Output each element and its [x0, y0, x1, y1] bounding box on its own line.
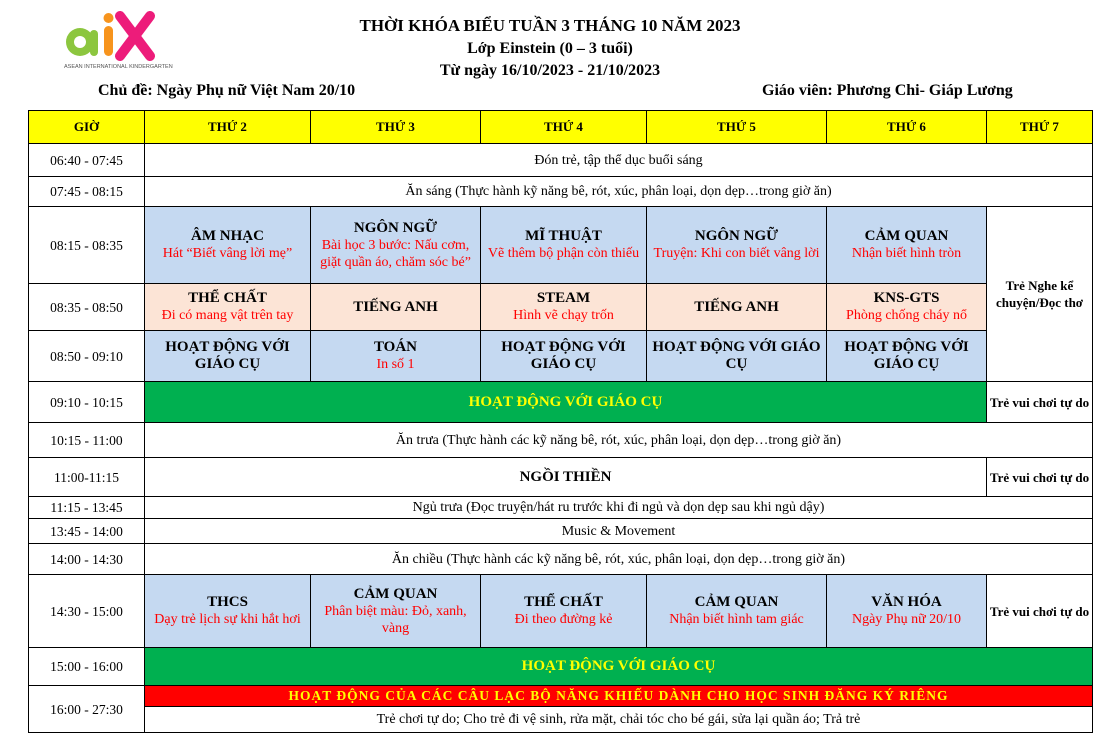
saturday-cell: Trẻ Nghe kể chuyện/Đọc thơ: [987, 207, 1093, 382]
time-cell: 10:15 - 11:00: [29, 423, 145, 458]
activity-label: Truyện: Khi con biết vâng lời: [653, 246, 820, 261]
lesson-cell: [827, 207, 987, 284]
table-row: [29, 458, 1093, 497]
class-name: Lớp Einstein (0 – 3 tuổi): [467, 40, 633, 57]
lesson-cell: [827, 331, 987, 382]
time-cell: 15:00 - 16:00: [29, 648, 145, 686]
col-header-sat: THỨ 7: [987, 111, 1093, 144]
lesson-cell: [827, 575, 987, 648]
lesson-cell: [481, 284, 647, 331]
subject-label: THCS: [207, 594, 248, 610]
activity-label: Phòng chống cháy nổ: [846, 308, 967, 323]
lesson-cell: [647, 575, 827, 648]
subject-label: CẢM QUAN: [353, 585, 438, 602]
activity-label: Vẽ thêm bộ phận còn thiếu: [487, 246, 640, 261]
timetable: [28, 110, 1093, 733]
lesson-cell: [145, 331, 311, 382]
subject-label: STEAM: [536, 290, 591, 306]
col-header-fri: THỨ 6: [827, 111, 987, 144]
teacher-label: Giáo viên: Phương Chi- Giáp Lương: [762, 82, 1013, 99]
logo-caption: ASEAN INTERNATIONAL KINDERGARTEN: [64, 64, 173, 70]
col-header-tue: THỨ 3: [311, 111, 481, 144]
lesson-cell: [481, 331, 647, 382]
lesson-cell: [311, 207, 481, 284]
saturday-cell: Trẻ vui chơi tự do: [987, 382, 1093, 423]
lesson-cell: [311, 575, 481, 648]
activity-label: Hát “Biết vâng lời mẹ”: [162, 246, 293, 261]
lesson-cell: [647, 331, 827, 382]
time-cell: 11:15 - 13:45: [29, 497, 145, 519]
col-header-mon: THỨ 2: [145, 111, 311, 144]
subject-label: THỂ CHẤT: [188, 290, 267, 306]
subject-label: NGÔN NGỮ: [694, 228, 779, 244]
subject-label: MĨ THUẬT: [525, 228, 602, 244]
activity-label: Đi có mang vật trên tay: [161, 308, 294, 323]
time-cell: 09:10 - 10:15: [29, 382, 145, 423]
table-row: [29, 686, 1093, 707]
lesson-cell: [145, 575, 311, 648]
activity-label: Hình vẽ chạy trốn: [513, 308, 614, 323]
activity-banner: HOẠT ĐỘNG VỚI GIÁO CỤ: [145, 382, 987, 423]
activity-label: Dạy trẻ lịch sự khi hắt hơi: [154, 612, 301, 627]
time-cell: 06:40 - 07:45: [29, 144, 145, 177]
table-row: [29, 144, 1093, 177]
lesson-cell: [145, 284, 311, 331]
table-row: [29, 177, 1093, 207]
saturday-cell: Trẻ vui chơi tự do: [987, 458, 1093, 497]
subject-label: HOẠT ĐỘNG VỚI GIÁO CỤ: [165, 339, 290, 372]
activity-label: Bài học 3 bước: Nấu cơm, giặt quần áo, chăm sóc bé”: [320, 237, 471, 270]
full-row-cell: Ăn sáng (Thực hành kỹ năng bê, rót, xúc, phân loại, dọn dẹp…trong giờ ăn): [145, 177, 1093, 207]
subject-label: NGÔN NGỮ: [353, 219, 438, 236]
subject-label: ÂM NHẠC: [191, 228, 264, 244]
table-row: [29, 707, 1093, 733]
full-row-cell: Ăn trưa (Thực hành các kỹ năng bê, rót, xúc, phân loại, dọn dẹp…trong giờ ăn): [145, 423, 1093, 458]
subject-label: THỂ CHẤT: [524, 594, 603, 610]
club-banner: HOẠT ĐỘNG CỦA CÁC CÂU LẠC BỘ NĂNG KHIẾU DÀNH CHO HỌC SINH ĐĂNG KÝ RIÊNG: [145, 686, 1093, 707]
lesson-cell: [827, 284, 987, 331]
lesson-cell: [647, 207, 827, 284]
full-row-cell: Ăn chiều (Thực hành các kỹ năng bê, rót, xúc, phân loại, dọn dẹp…trong giờ ăn): [145, 544, 1093, 575]
table-row: [29, 207, 1093, 284]
table-row: [29, 544, 1093, 575]
table-row: [29, 648, 1093, 686]
full-row-cell: Trẻ chơi tự do; Cho trẻ đi vệ sinh, rửa mặt, chải tóc cho bé gái, sửa lại quần áo; Trả trẻ: [145, 707, 1093, 733]
lesson-cell: [481, 575, 647, 648]
col-header-wed: THỨ 4: [481, 111, 647, 144]
page-title: THỜI KHÓA BIỂU TUẦN 3 THÁNG 10 NĂM 2023: [359, 16, 741, 35]
activity-label: Nhận biết hình tròn: [851, 246, 962, 261]
subject-label: HOẠT ĐỘNG VỚI GIÁO CỤ: [652, 339, 821, 372]
activity-banner: HOẠT ĐỘNG VỚI GIÁO CỤ: [145, 648, 1093, 686]
full-row-cell: Music & Movement: [145, 519, 1093, 544]
activity-label: Đi theo đường kẻ: [514, 612, 613, 627]
lesson-cell: [311, 331, 481, 382]
lesson-cell: [647, 284, 827, 331]
subject-label: CẢM QUAN: [864, 228, 949, 244]
subject-label: KNS-GTS: [873, 290, 940, 306]
table-row: [29, 575, 1093, 648]
full-row-cell: Ngủ trưa (Đọc truyện/hát ru trước khi đi ngủ và dọn dẹp sau khi ngủ dậy): [145, 497, 1093, 519]
table-row: [29, 497, 1093, 519]
subject-label: CẢM QUAN: [694, 594, 779, 610]
subject-label: TOÁN: [373, 339, 418, 355]
header-row: [29, 111, 1093, 144]
lesson-cell: [481, 207, 647, 284]
subject-label: VĂN HÓA: [871, 594, 942, 610]
activity-label: Ngày Phụ nữ 20/10: [851, 612, 962, 627]
table-row: [29, 331, 1093, 382]
full-row-cell: Đón trẻ, tập thể dục buổi sáng: [145, 144, 1093, 177]
subject-label: TIẾNG ANH: [694, 298, 779, 315]
time-cell: 07:45 - 08:15: [29, 177, 145, 207]
time-cell: 14:00 - 14:30: [29, 544, 145, 575]
time-cell: 14:30 - 15:00: [29, 575, 145, 648]
subject-label: HOẠT ĐỘNG VỚI GIÁO CỤ: [844, 339, 969, 372]
time-cell: 08:50 - 09:10: [29, 331, 145, 382]
table-row: [29, 382, 1093, 423]
table-row: [29, 519, 1093, 544]
col-header-thu: THỨ 5: [647, 111, 827, 144]
saturday-cell: Trẻ vui chơi tự do: [987, 575, 1093, 648]
meditation-cell: NGỒI THIỀN: [145, 458, 987, 497]
activity-label: Nhận biết hình tam giác: [669, 612, 804, 627]
time-cell: 16:00 - 27:30: [29, 686, 145, 733]
time-cell: 08:35 - 08:50: [29, 284, 145, 331]
subject-label: HOẠT ĐỘNG VỚI GIÁO CỤ: [501, 339, 626, 372]
time-cell: 08:15 - 08:35: [29, 207, 145, 284]
subject-label: TIẾNG ANH: [353, 298, 438, 315]
activity-label: In số 1: [376, 357, 415, 372]
table-row: [29, 423, 1093, 458]
col-header-time: GIỜ: [29, 111, 145, 144]
lesson-cell: [145, 207, 311, 284]
lesson-cell: [311, 284, 481, 331]
topic-label: Chủ đề: Ngày Phụ nữ Việt Nam 20/10: [98, 82, 356, 99]
time-cell: 11:00-11:15: [29, 458, 145, 497]
table-row: [29, 284, 1093, 331]
date-range: Từ ngày 16/10/2023 - 21/10/2023: [439, 62, 661, 79]
activity-label: Phân biệt màu: Đỏ, xanh, vàng: [324, 603, 467, 636]
time-cell: 13:45 - 14:00: [29, 519, 145, 544]
